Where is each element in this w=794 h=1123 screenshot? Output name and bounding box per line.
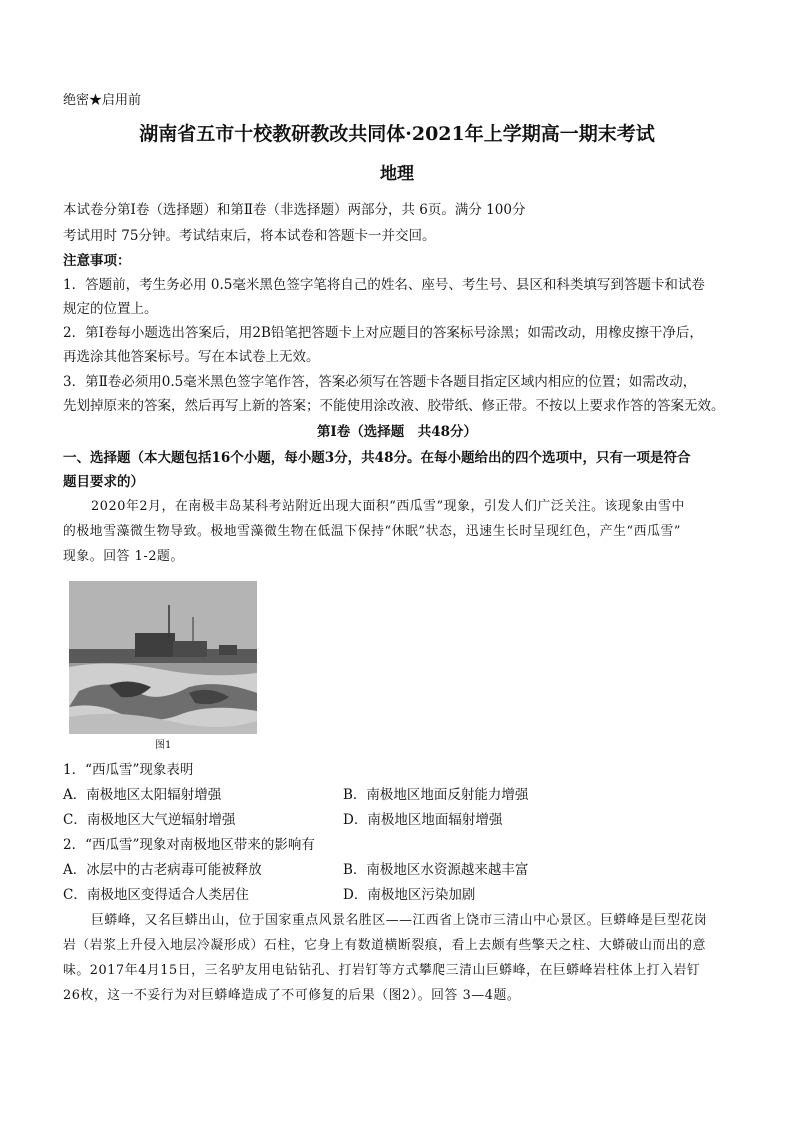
notes-heading: 注意事项： bbox=[63, 253, 131, 269]
note-1-line-2: 规定的位置上。 bbox=[63, 301, 158, 317]
q2-stem: 2．“西瓜雪”现象对南极地区带来的影响有 bbox=[63, 837, 315, 853]
note-1-line-1: 1．答题前，考生务必用 0.5毫米黑色签字笔将自己的姓名、座号、考生号、县区和科类填写到答题卡和试卷 bbox=[63, 277, 705, 293]
section-heading: 第Ⅰ卷（选择题 共48分） bbox=[316, 424, 478, 440]
intro-line-1: 本试卷分第Ⅰ卷（选择题）和第Ⅱ卷（非选择题）两部分，共 6页。满分 100分 bbox=[63, 202, 526, 218]
q1-option-d: D．南极地区地面辐射增强 bbox=[343, 812, 503, 828]
passage2-line-2: 岩（岩浆上升侵入地层冷凝形成）石柱，它身上有数道横断裂痕，看上去颇有些擎天之柱、大蟒破山而出的意 bbox=[63, 938, 707, 953]
q1-option-c: C．南极地区大气逆辐射增强 bbox=[63, 812, 236, 828]
figure-1-photo bbox=[69, 581, 257, 734]
q1-option-a: A．南极地区太阳辐射增强 bbox=[63, 787, 222, 803]
q2-option-b: B．南极地区水资源越来越丰富 bbox=[343, 862, 529, 878]
exam-title: 湖南省五市十校教研教改共同体·2021年上学期高一期末考试 bbox=[139, 123, 655, 145]
figure-1-caption: 图1 bbox=[155, 740, 172, 751]
secret-label: 绝密★启用前 bbox=[63, 93, 142, 108]
passage2-line-1: 巨蟒峰，又名巨蟒出山，位于国家重点风景名胜区——江西省上饶市三清山中心景区。巨蟒峰是巨型花岗 bbox=[91, 913, 708, 928]
q2-option-d: D．南极地区污染加剧 bbox=[343, 887, 476, 903]
section-instruction-2: 题目要求的） bbox=[63, 474, 144, 490]
q2-option-a: A．冰层中的古老病毒可能被释放 bbox=[63, 862, 262, 878]
passage2-line-4: 26枚，这一不妥行为对巨蟒峰造成了不可修复的后果（图2）。回答 3—4题。 bbox=[63, 988, 521, 1003]
subject-title: 地理 bbox=[380, 164, 414, 184]
note-2-line-2: 再选涂其他答案标号。写在本试卷上无效。 bbox=[63, 349, 320, 365]
passage1-line-1: 2020年2月，在南极丰岛某科考站附近出现大面积“西瓜雪”现象，引发人们广泛关注。该现象由雪中 bbox=[91, 499, 685, 514]
passage1-line-2: 的极地雪藻微生物导致。极地雪藻微生物在低温下保持“休眠”状态，迅速生长时呈现红色，产生“西瓜雪” bbox=[63, 524, 682, 539]
passage2-line-3: 味。2017年4月15日，三名驴友用电钻钻孔、打岩钉等方式攀爬三清山巨蟒峰，在巨蟒峰岩柱体上打入岩钉 bbox=[63, 963, 701, 978]
section-instruction-1: 一、选择题（本大题包括16个小题，每小题3分，共48分。在每小题给出的四个选项中，只有一项是符合 bbox=[63, 450, 691, 466]
intro-line-2: 考试用时 75分钟。考试结束后，将本试卷和答题卡一并交回。 bbox=[63, 228, 436, 244]
q2-option-c: C．南极地区变得适合人类居住 bbox=[63, 887, 249, 903]
passage1-line-3: 现象。回答 1-2题。 bbox=[63, 549, 184, 564]
q1-option-b: B．南极地区地面反射能力增强 bbox=[343, 787, 529, 803]
note-3-line-1: 3．第Ⅱ卷必须用0.5毫米黑色签字笔作答，答案必须写在答题卡各题目指定区域内相应的位置；如需改动， bbox=[63, 374, 697, 390]
note-2-line-1: 2．第Ⅰ卷每小题选出答案后，用2B铅笔把答题卡上对应题目的答案标号涂黑；如需改动，用橡皮擦干净后， bbox=[63, 325, 703, 341]
q1-stem: 1．“西瓜雪”现象表明 bbox=[63, 762, 194, 778]
note-3-line-2: 先划掉原来的答案，然后再写上新的答案；不能使用涂改液、胶带纸、修正带。不按以上要求作答的答案无效。 bbox=[63, 398, 725, 414]
